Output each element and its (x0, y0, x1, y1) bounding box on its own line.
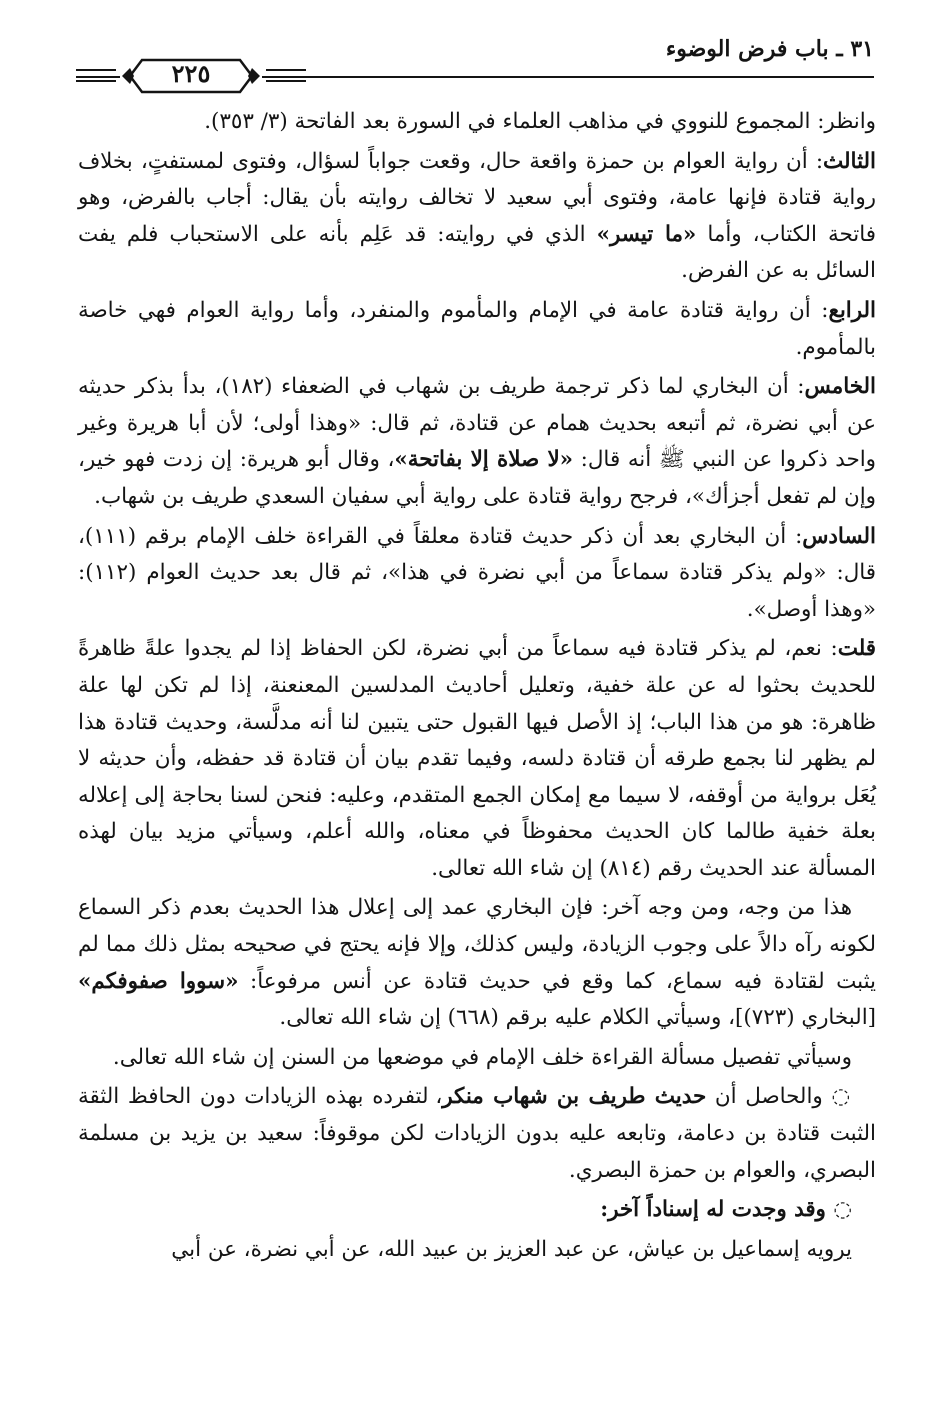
paragraph (78, 1232, 876, 1269)
chapter-title: ٣١ ـ باب فرض الوضوء (665, 36, 874, 62)
ornament-rule-left (76, 69, 116, 82)
text-run: والحاصل أن (706, 1084, 832, 1110)
bold-text: ◌ وقد وجدت له إسناداً آخر: (600, 1197, 852, 1223)
paragraph (78, 293, 876, 366)
text-run: يرويه إسماعيل بن عياش، عن عبد العزيز بن عبيد الله، عن أبي نضرة، عن أبي (171, 1236, 852, 1262)
text-run: : أن البخاري بعد أن ذكر حديث قتادة معلقاً في القراءة خلف الإمام برقم (١١١)، قال: «ولم يذكر قتادة سماعاً من أبي نضرة في هذا»، ثم قال بعد حديث العوام (١١٢): «وهذا أوصل». (78, 523, 876, 622)
text-run: ، لتفرده بهذه الزيادات دون الحافظ الثقة الثبت قتادة بن دعامة، وتابعه عليه بدون الزيادات لكن موقوفاً: سعيد بن يزيد بن مسلمة البصري، والعوام بن حمزة البصري. (78, 1084, 876, 1183)
ornament-rule-right (266, 69, 306, 82)
bold-text: السادس (802, 523, 876, 549)
paragraph (78, 369, 876, 515)
text-run: [البخاري (٧٢٣)]، وسيأتي الكلام عليه برقم (٦٦٨) إن شاء الله تعالى. (279, 1005, 876, 1031)
paragraph (78, 1192, 876, 1229)
bold-text: الثالث (823, 148, 876, 174)
bold-text: الخامس (804, 374, 876, 400)
bold-text: «لا صلاة إلا بفاتحة» (394, 447, 574, 473)
page-body (78, 104, 876, 1268)
bold-text: ◌ (831, 1084, 853, 1110)
text-run: ، وقال أبو هريرة: إن زدت فهو خير، وإن لم تفعل أجزأك»، فرجح رواية قتادة على رواية أبي سفيان السعدي طريف بن شهاب. (78, 447, 876, 509)
paragraph (78, 519, 876, 629)
paragraph (78, 144, 876, 290)
paragraph (78, 1040, 876, 1077)
text-run: وانظر: المجموع للنووي في مذاهب العلماء في السورة بعد الفاتحة (٣/ ٣٥٣). (204, 109, 876, 134)
bold-text: «ما تيسر» (596, 221, 697, 247)
bold-text: «سووا صفوفكم» (78, 968, 239, 994)
text-run: : نعم، لم يذكر قتادة فيه سماعاً من أبي نضرة، لكن الحفاظ إذا لم يجدوا علةً ظاهرةً للحديث بحثوا له عن علة خفية، وتعليل أحاديث المدلسين المعنعنة، إذا لم تكن لها علة ظاهرة: هو من هذا الباب؛ إذ الأصل فيها القبول حتى يتبين لنا أنه مدلَّسة، وحديث قتادة هذا لم يظهر لنا بجمع طرقه أن قتادة دلسه، وفيما تقدم بيان أن قتادة قد حفظه، وأن حديثه لا يُعَل برواية من أوقفه، لا سيما مع إمكان الجمع المتقدم، وعليه: فنحن لسنا بحاجة إلى إعلاله بعلة خفية طالما كان الحديث محفوظاً في معناه، والله أعلم، وسيأتي مزيد بيان لهذه المسألة عند الحديث رقم (٨١٤) إن شاء الله تعالى. (78, 636, 876, 881)
ornament-frame (120, 56, 262, 96)
paragraph (78, 890, 876, 1036)
text-run: : أن رواية قتادة عامة في الإمام والمأموم والمنفرد، وأما رواية العوام فهي خاصة بالمأموم. (78, 297, 876, 360)
paragraph (78, 631, 876, 887)
page-number: ٢٢٥ (171, 59, 211, 88)
text-run: : أن رواية العوام بن حمزة واقعة حال، وقعت جواباً لسؤال، وفتوى لمستفتٍ، بخلاف رواية قتادة فإنها عامة، وفتوى أبي سعيد لا تخالف روايته بأن يقال: أجاب بالفرض، وهو فاتحة الكتاب، وأما (78, 148, 876, 247)
text-run: الذي في روايته: قد عَلِم بأنه على الاستحباب فلم يفت السائل به عن الفرض. (78, 221, 876, 284)
paragraph (78, 104, 876, 141)
bold-text: حديث طريف بن شهاب منكر (442, 1084, 707, 1110)
bold-text: قلت (837, 636, 876, 662)
text-run: وسيأتي تفصيل مسألة القراءة خلف الإمام في موضعها من السنن إن شاء الله تعالى. (112, 1044, 852, 1070)
text-run: هذا من وجه، ومن وجه آخر: فإن البخاري عمد إلى إعلال هذا الحديث بعدم ذكر السماع لكونه رآه دالاً على وجوب الزيادة، وليس كذلك، وإلا فإنه يحتج في صحيحه بمثل ذلك مما لم يثبت لقتادة فيه سماع، كما وقع في حديث قتادة عن أنس مرفوعاً: (78, 895, 877, 994)
paragraph (78, 1079, 876, 1189)
bold-text: الرابع (828, 297, 876, 323)
running-header (76, 34, 874, 88)
page-number-ornament (116, 56, 266, 96)
text-run: : أن البخاري لما ذكر ترجمة طريف بن شهاب في الضعفاء (١٨٢)، بدأ بذكر حديثه عن أبي نضرة، ثم أتبعه بحديث همام عن قتادة، ثم قال: «وهذا أولى؛ لأن أبا هريرة وغير واحد ذكروا عن النبي ﷺ أنه قال: (78, 374, 877, 473)
